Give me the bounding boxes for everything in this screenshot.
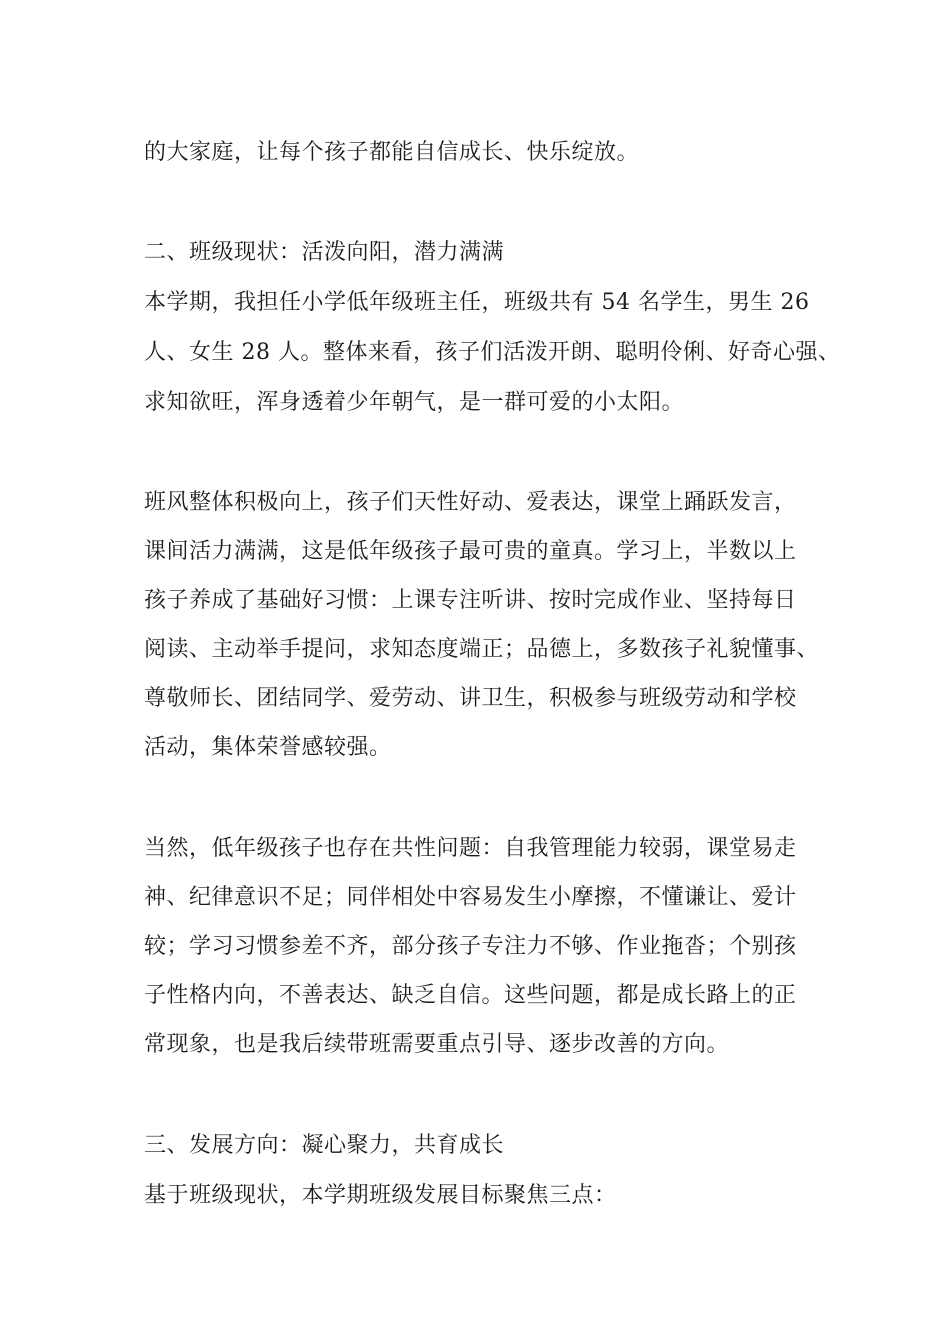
paragraph-line: 基于班级现状，本学期班级发展目标聚焦三点： <box>144 1183 617 1208</box>
paragraph-line: 人、女生 28 人。整体来看，孩子们活泼开朗、聪明伶俐、好奇心强、 <box>144 340 841 365</box>
paragraph-line: 神、纪律意识不足；同伴相处中容易发生小摩擦，不懂谦让、爱计 <box>144 885 797 910</box>
paragraph-line: 活动，集体荣誉感较强。 <box>144 735 392 760</box>
paragraph-line: 尊敬师长、团结同学、爱劳动、讲卫生，积极参与班级劳动和学校 <box>144 686 797 711</box>
paragraph-line: 孩子养成了基础好习惯：上课专注听讲、按时完成作业、坚持每日 <box>144 588 797 613</box>
paragraph-line: 求知欲旺，浑身透着少年朝气，是一群可爱的小太阳。 <box>144 390 685 415</box>
paragraph-line: 本学期，我担任小学低年级班主任，班级共有 54 名学生，男生 26 <box>144 290 810 315</box>
paragraph-line: 较；学习习惯参差不齐，部分孩子专注力不够、作业拖沓；个别孩 <box>144 934 797 959</box>
section-heading: 三、发展方向：凝心聚力，共育成长 <box>144 1133 505 1158</box>
section-heading: 二、班级现状：活泼向阳，潜力满满 <box>144 240 505 265</box>
paragraph-line: 的大家庭，让每个孩子都能自信成长、快乐绽放。 <box>144 140 640 165</box>
paragraph-line: 阅读、主动举手提问，求知态度端正；品德上，多数孩子礼貌懂事、 <box>144 637 820 662</box>
paragraph-line: 当然，低年级孩子也存在共性问题：自我管理能力较弱，课堂易走 <box>144 836 797 861</box>
paragraph-line: 子性格内向，不善表达、缺乏自信。这些问题，都是成长路上的正 <box>144 983 797 1008</box>
paragraph-line: 班风整体积极向上，孩子们天性好动、爱表达，课堂上踊跃发言， <box>144 490 797 515</box>
paragraph-line: 课间活力满满，这是低年级孩子最可贵的童真。学习上，半数以上 <box>144 539 797 564</box>
paragraph-line: 常现象，也是我后续带班需要重点引导、逐步改善的方向。 <box>144 1032 730 1057</box>
